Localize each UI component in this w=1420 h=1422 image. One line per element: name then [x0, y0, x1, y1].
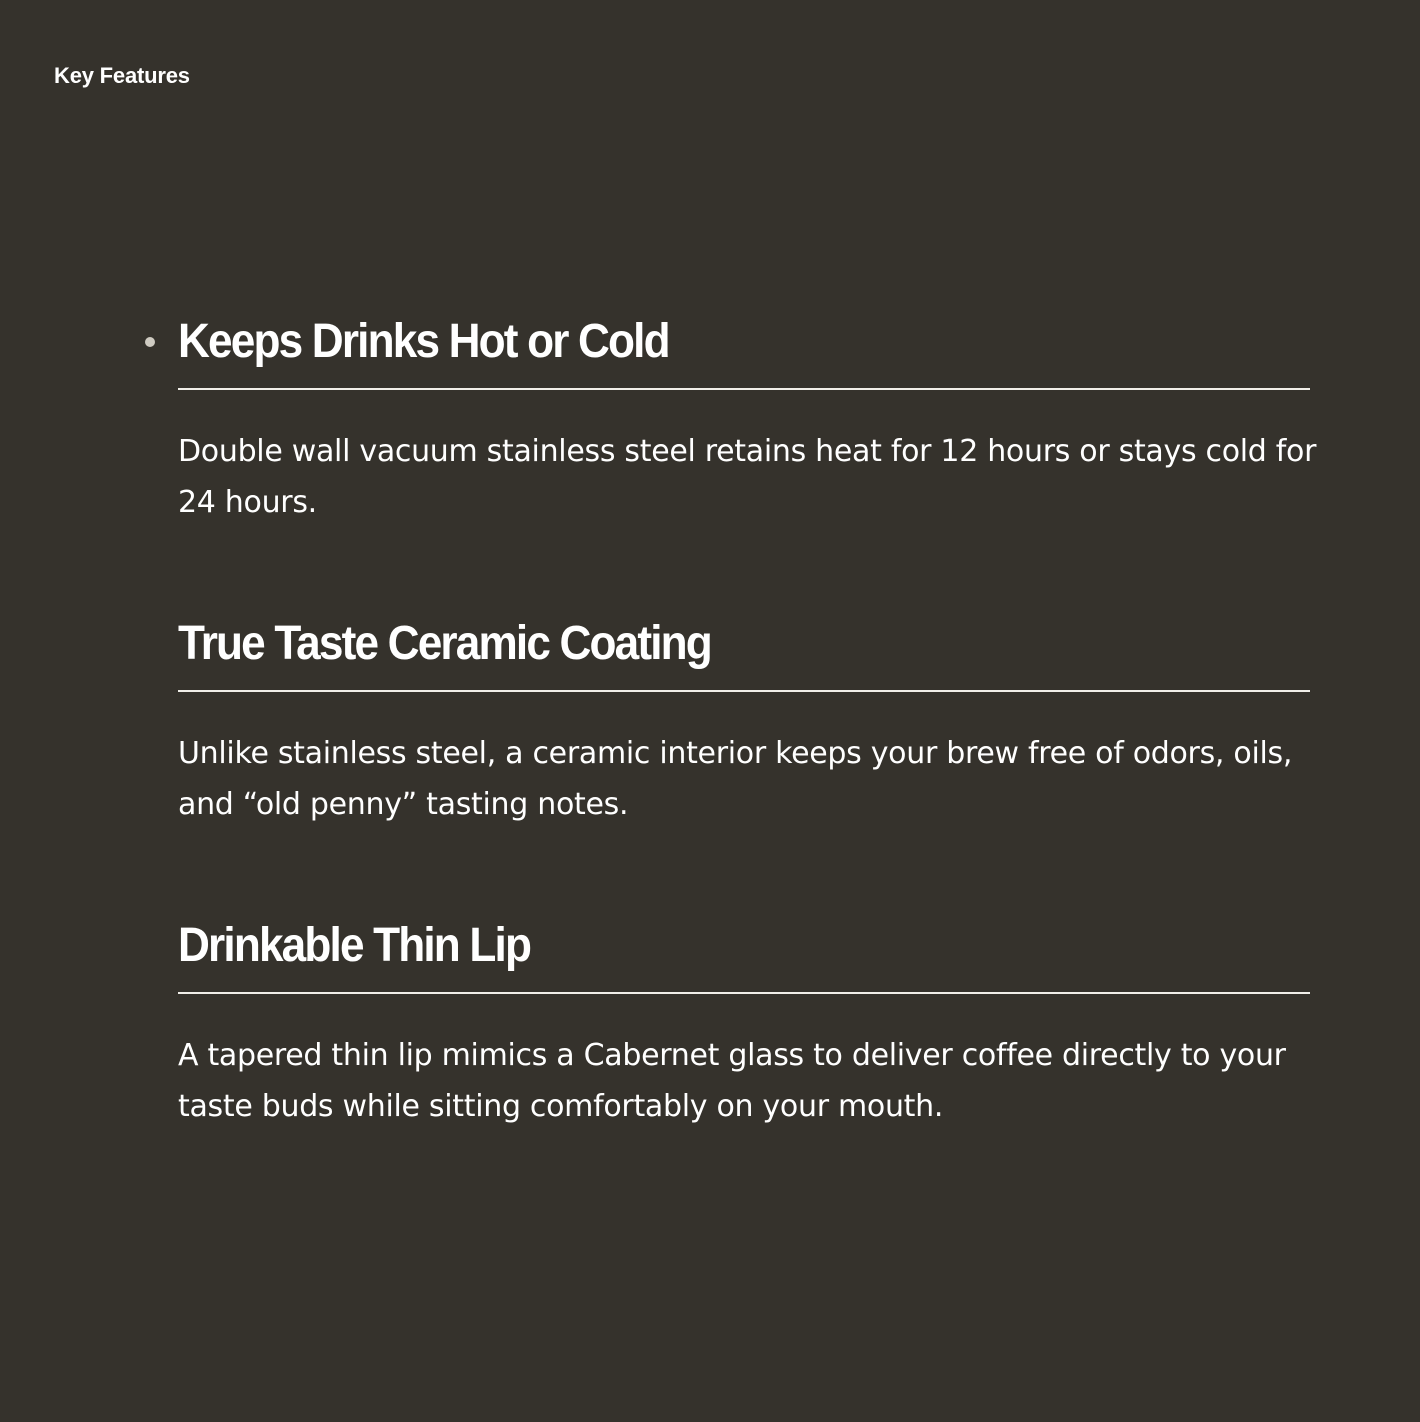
- feature-divider: [178, 992, 1310, 994]
- feature-title: True Taste Ceramic Coating: [178, 617, 711, 670]
- section-label: Key Features: [54, 63, 190, 88]
- feature-description: Double wall vacuum stainless steel retains heat for 12 hours or stays cold for 24 hours.: [178, 434, 1317, 520]
- feature-title: Drinkable Thin Lip: [178, 919, 531, 972]
- feature-description: A tapered thin lip mimics a Cabernet glass to deliver coffee directly to your taste buds while sitting comfortably on your mouth.: [178, 1038, 1286, 1124]
- feature-item-ceramic-coating: [178, 614, 1310, 830]
- feature-item-thin-lip: [178, 916, 1310, 1132]
- feature-divider: [178, 690, 1310, 692]
- feature-divider: [178, 388, 1310, 390]
- bullet-dot-icon: [145, 337, 155, 347]
- feature-title: Keeps Drinks Hot or Cold: [178, 315, 669, 368]
- feature-list: [178, 312, 1317, 1218]
- feature-description: Unlike stainless steel, a ceramic interior keeps your brew free of odors, oils, and “old penny” tasting notes.: [178, 736, 1293, 822]
- feature-item-hot-cold: [178, 312, 1317, 528]
